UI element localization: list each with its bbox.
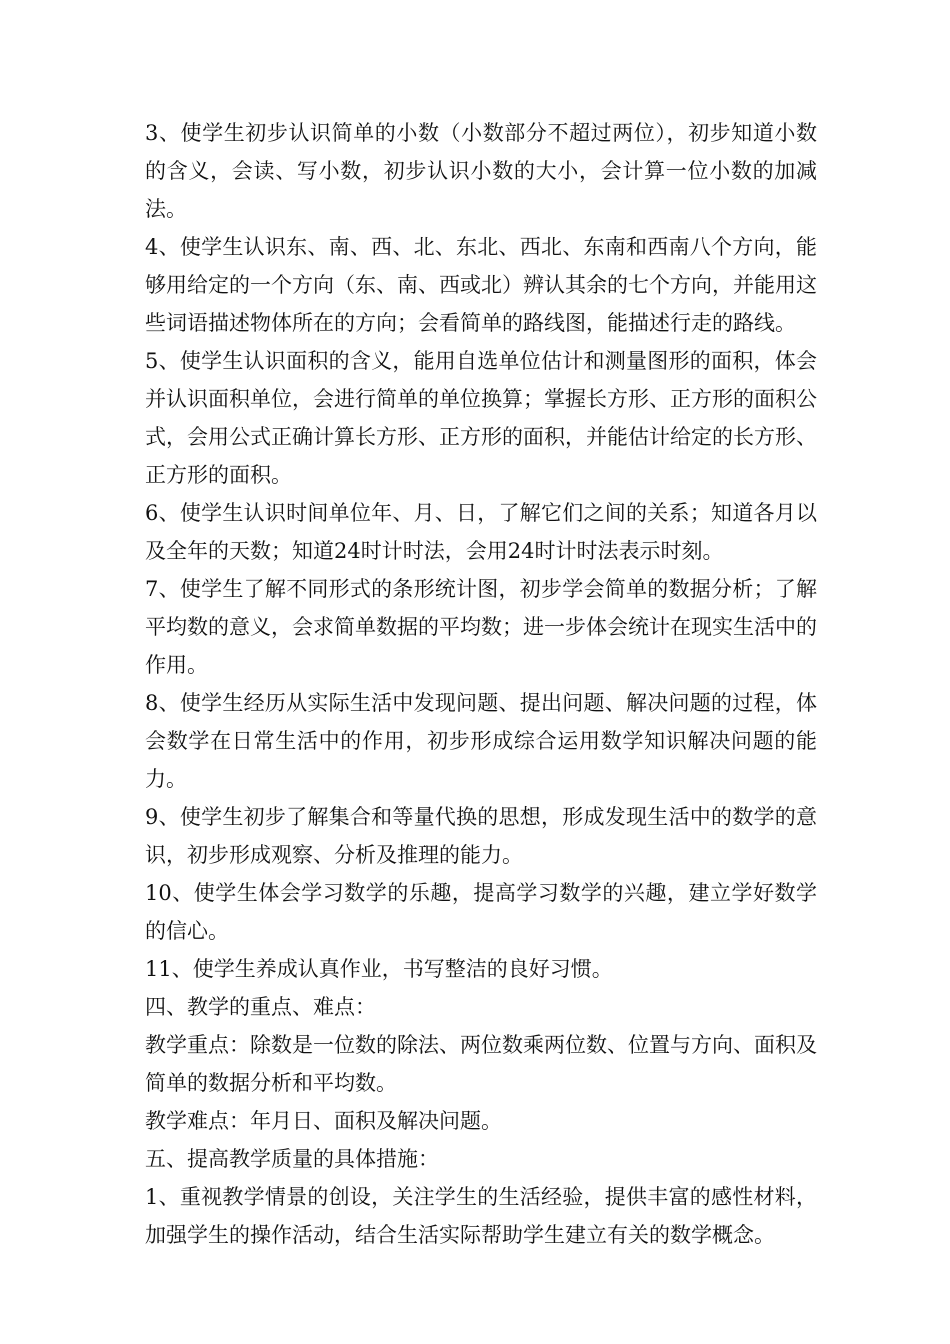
paragraph-goal-5: 5、使学生认识面积的含义，能用自选单位估计和测量图形的面积，体会并认识面积单位，会进行简单的单位换算；掌握长方形、正方形的面积公式，会用公式正确计算长方形、正方形的面积，并能估计给定的长方形、正方形的面积。: [145, 349, 817, 487]
paragraph-measure-1: 1、重视教学情景的创设，关注学生的生活经验，提供丰富的感性材料，加强学生的操作活动，结合生活实际帮助学生建立有关的数学概念。: [145, 1185, 817, 1247]
paragraph-goal-6: 6、使学生认识时间单位年、月、日，了解它们之间的关系；知道各月以及全年的天数；知道24时计时法，会用24时计时法表示时刻。: [145, 501, 817, 563]
section-heading-key-points: 四、教学的重点、难点：: [145, 995, 376, 1019]
paragraph-goal-8: 8、使学生经历从实际生活中发现问题、提出问题、解决问题的过程，体会数学在日常生活中的作用，初步形成综合运用数学知识解决问题的能力。: [145, 691, 817, 791]
paragraph-goal-10: 10、使学生体会学习数学的乐趣，提高学习数学的兴趣，建立学好数学的信心。: [145, 881, 817, 943]
document-body: [145, 114, 817, 1254]
paragraph-teaching-focus: 教学重点：除数是一位数的除法、两位数乘两位数、位置与方向、面积及简单的数据分析和平均数。: [145, 1033, 817, 1095]
paragraph-goal-7: 7、使学生了解不同形式的条形统计图，初步学会简单的数据分析；了解平均数的意义，会求简单数据的平均数；进一步体会统计在现实生活中的作用。: [145, 577, 817, 677]
paragraph-teaching-difficulty: 教学难点：年月日、面积及解决问题。: [145, 1109, 502, 1133]
paragraph-goal-9: 9、使学生初步了解集合和等量代换的思想，形成发现生活中的数学的意识，初步形成观察、分析及推理的能力。: [145, 805, 817, 867]
paragraph-goal-11: 11、使学生养成认真作业，书写整洁的良好习惯。: [145, 957, 613, 981]
section-heading-measures: 五、提高教学质量的具体措施：: [145, 1147, 439, 1171]
paragraph-goal-4: 4、使学生认识东、南、西、北、东北、西北、东南和西南八个方向，能够用给定的一个方向（东、南、西或北）辨认其余的七个方向，并能用这些词语描述物体所在的方向；会看简单的路线图，能描述行走的路线。: [145, 235, 817, 335]
paragraph-goal-3: 3、使学生初步认识简单的小数（小数部分不超过两位），初步知道小数的含义，会读、写小数，初步认识小数的大小，会计算一位小数的加减法。: [145, 121, 817, 221]
